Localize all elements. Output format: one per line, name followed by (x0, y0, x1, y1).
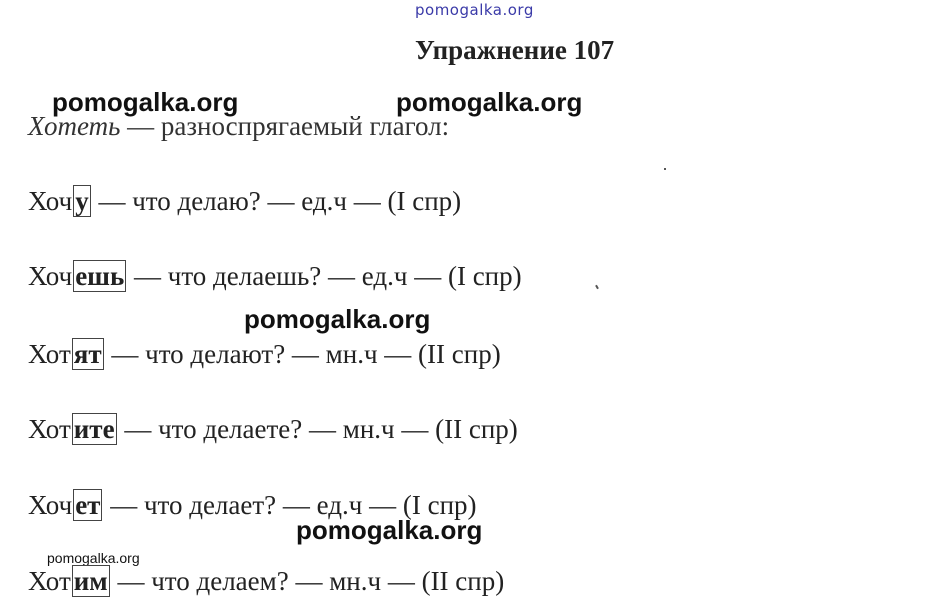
watermark: pomogalka.org (396, 87, 583, 117)
line-rest: — что делаешь? — ед.ч — (I спр) (127, 261, 522, 291)
line-rest: — что делают? — мн.ч — (II спр) (104, 339, 501, 369)
word-stem: Хот (28, 339, 71, 369)
scan-speck (664, 168, 666, 170)
line-rest: — что делаю? — ед.ч — (I спр) (91, 186, 462, 216)
watermark: pomogalka.org (52, 87, 239, 117)
word-stem: Хоч (28, 490, 73, 520)
word-ending-box: у (75, 186, 89, 216)
watermark: pomogalka.org (244, 304, 431, 334)
intro-text (28, 111, 449, 142)
line-rest: — что делаем? — мн.ч — (II спр) (110, 566, 505, 596)
watermark: pomogalka.org (296, 515, 483, 545)
word-stem: Хот (28, 414, 71, 444)
conjugation-line (28, 338, 501, 370)
line-rest: — что делает? — ед.ч — (I спр) (103, 490, 477, 520)
page-title: Упражнение 107 (415, 35, 615, 65)
watermark-small: pomogalka.org (47, 550, 140, 566)
word-ending-box: ят (73, 339, 102, 369)
scan-speck (595, 285, 599, 289)
conjugation-line (28, 260, 522, 292)
word-stem: Хоч (28, 186, 73, 216)
word-ending-box: ет (75, 490, 101, 520)
word-ending-box: ешь (75, 261, 125, 291)
site-link[interactable]: pomogalka.org (415, 1, 534, 19)
conjugation-line (28, 185, 461, 217)
word-stem: Хоч (28, 261, 73, 291)
word-ending-box: ите (73, 414, 115, 444)
word-stem: Хот (28, 566, 71, 596)
word-ending-box: им (73, 566, 108, 596)
line-rest: — что делаете? — мн.ч — (II спр) (117, 414, 518, 444)
intro-rest: — разноспрягаемый глагол: (120, 111, 450, 141)
conjugation-line (28, 413, 518, 445)
conjugation-line (28, 565, 504, 597)
intro-verb: Хотеть (28, 111, 121, 141)
